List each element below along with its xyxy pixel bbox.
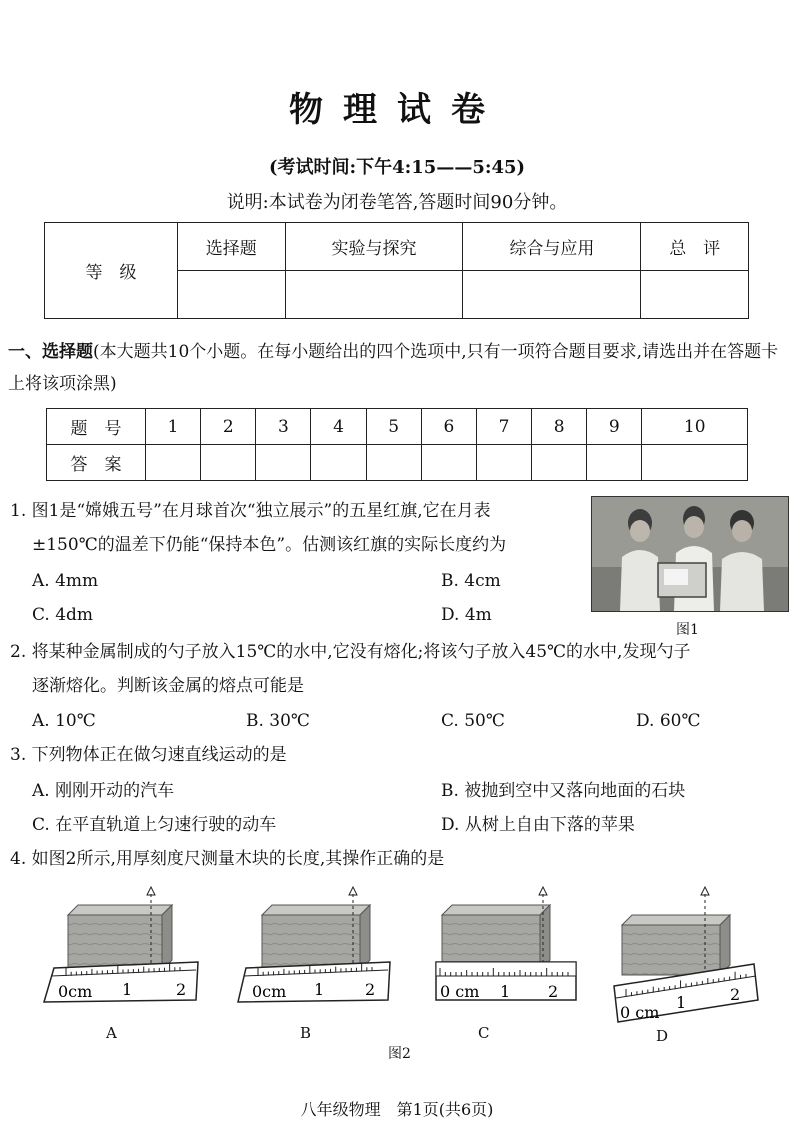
figure-2-label-c: C [478, 1024, 490, 1042]
figure-2-label-d: D [656, 1027, 669, 1045]
answer-cell[interactable] [532, 445, 587, 481]
question-2-option-a: A. 10℃ [32, 711, 96, 731]
ruler-ticks [30, 880, 770, 1050]
panel-c-tick-0: 0 cm [440, 982, 480, 1001]
page-footer: 八年级物理 第1页(共6页) [300, 1100, 494, 1119]
grade-col-comprehensive: 综合与应用 [463, 223, 641, 271]
question-3-option-c: C. 在平直轨道上匀速行驶的动车 [32, 815, 277, 835]
question-2-option-d: D. 60℃ [636, 711, 701, 731]
page-title: 物理试卷 [289, 90, 505, 130]
answer-table [46, 408, 748, 481]
question-3-stem: 3. 下列物体正在做匀速直线运动的是 [10, 745, 287, 765]
figure-2-label-b: B [300, 1024, 312, 1042]
answer-number: 9 [587, 409, 642, 445]
panel-a-tick-0: 0cm [58, 982, 93, 1001]
answer-cell[interactable] [421, 445, 476, 481]
answer-number: 8 [532, 409, 587, 445]
question-2-option-b: B. 30℃ [246, 711, 310, 731]
answer-cell[interactable] [146, 445, 201, 481]
grade-col-experiment: 实验与探究 [285, 223, 463, 271]
answer-cell[interactable] [366, 445, 421, 481]
question-1-option-d: D. 4m [441, 605, 492, 625]
answer-number: 7 [476, 409, 531, 445]
answer-number: 1 [146, 409, 201, 445]
panel-a-tick-2: 2 [176, 980, 187, 999]
section1-header [8, 336, 788, 400]
panel-d-tick-1: 1 [676, 993, 687, 1012]
answer-cell[interactable] [642, 445, 748, 481]
grade-cell-total[interactable] [641, 271, 749, 319]
question-1-option-c: C. 4dm [32, 605, 94, 625]
answer-number: 3 [256, 409, 311, 445]
question-1-option-b: B. 4cm [441, 571, 501, 591]
figure-2-label-a: A [106, 1024, 117, 1042]
answer-number: 5 [366, 409, 421, 445]
question-2-stem-line2: 逐渐熔化。判断该金属的熔点可能是 [32, 676, 304, 696]
panel-c-tick-2: 2 [548, 982, 559, 1001]
panel-b-tick-1: 1 [314, 980, 325, 999]
grade-cell-choice[interactable] [178, 271, 286, 319]
exam-time: (考试时间:下午4:15——5:45) [268, 157, 526, 178]
figure-1-caption: 图1 [676, 622, 699, 638]
section1-desc: (本大题共10个小题。在每小题给出的四个选项中,只有一项符合题目要求,请选出并在答题卡上将该项涂黑) [8, 342, 779, 394]
question-1-option-a: A. 4mm [32, 571, 99, 591]
grade-row-label: 等 级 [45, 223, 178, 319]
question-2-option-c: C. 50℃ [441, 711, 505, 731]
answer-row-label: 答 案 [47, 445, 146, 481]
question-3-option-a: A. 刚刚开动的汽车 [32, 781, 175, 801]
panel-b-tick-2: 2 [365, 980, 376, 999]
question-3-option-d: D. 从树上自由下落的苹果 [441, 815, 635, 835]
figure-2-caption: 图2 [388, 1046, 411, 1062]
grade-col-total: 总 评 [641, 223, 749, 271]
answer-cell[interactable] [256, 445, 311, 481]
grade-table [44, 222, 749, 319]
answer-number-label: 题 号 [47, 409, 146, 445]
question-3-option-b: B. 被抛到空中又落向地面的石块 [441, 781, 686, 801]
panel-d-tick-2: 2 [730, 985, 741, 1004]
question-1-stem-line1: 1. 图1是“嫦娥五号”在月球首次“独立展示”的五星红旗,它在月表 [10, 501, 491, 521]
answer-cell[interactable] [311, 445, 366, 481]
answer-number: 2 [201, 409, 256, 445]
question-4-stem: 4. 如图2所示,用厚刻度尺测量木块的长度,其操作正确的是 [10, 849, 445, 869]
grade-col-choice: 选择题 [178, 223, 286, 271]
panel-a-tick-1: 1 [122, 980, 133, 999]
figure-1-photo [591, 496, 789, 612]
question-1-stem-line2: ±150℃的温差下仍能“保持本色”。估测该红旗的实际长度约为 [32, 535, 507, 555]
panel-c-tick-1: 1 [500, 982, 511, 1001]
answer-number: 10 [642, 409, 748, 445]
panel-d-tick-0: 0 cm [620, 1003, 660, 1022]
answer-cell[interactable] [201, 445, 256, 481]
exam-note: 说明:本试卷为闭卷笔答,答题时间90分钟。 [226, 192, 568, 213]
answer-cell[interactable] [587, 445, 642, 481]
answer-cell[interactable] [476, 445, 531, 481]
answer-number: 4 [311, 409, 366, 445]
grade-cell-comprehensive[interactable] [463, 271, 641, 319]
grade-cell-experiment[interactable] [285, 271, 463, 319]
question-2-stem-line1: 2. 将某种金属制成的勺子放入15℃的水中,它没有熔化;将该勺子放入45℃的水中,发现勺子 [10, 642, 691, 662]
flag-photo-illustration [592, 497, 788, 611]
section1-title: 一、选择题 [8, 342, 93, 362]
answer-number: 6 [421, 409, 476, 445]
panel-b-tick-0: 0cm [252, 982, 287, 1001]
